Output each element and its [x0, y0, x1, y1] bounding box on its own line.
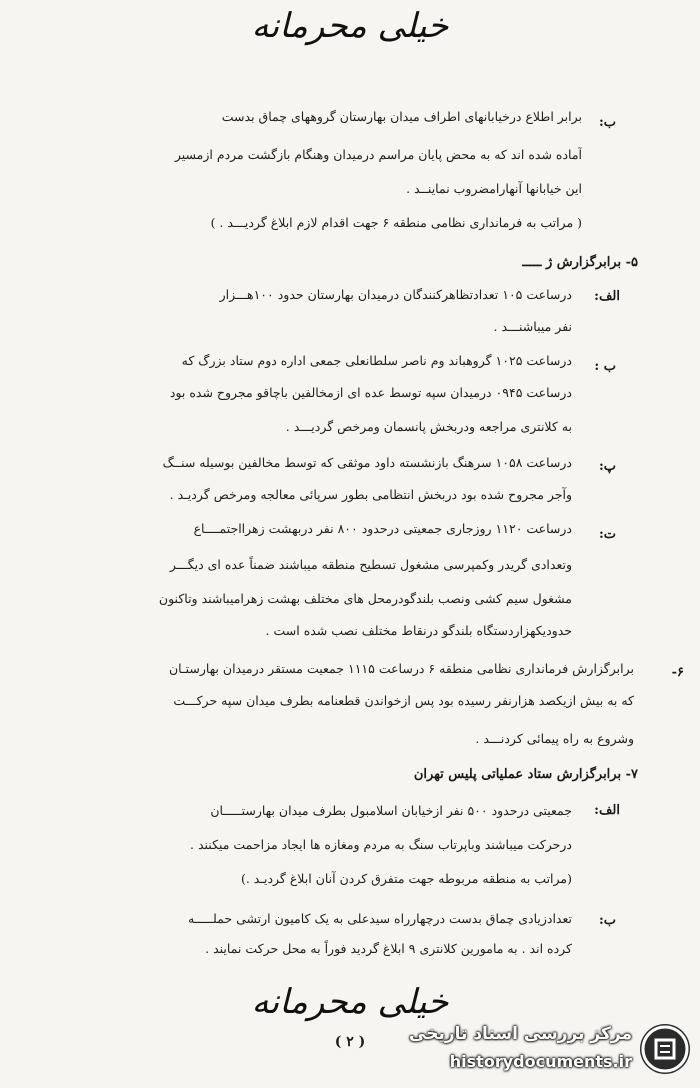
text-line: تعدادزیادی چماق بدست درچهارراه سیدعلی به یک کامیون ارتشی حملـــــه: [188, 911, 572, 926]
item-marker-p: پ:: [598, 459, 616, 474]
watermark-logo: [390, 1020, 690, 1080]
text-line: (مراتب به منطقه مربوطه جهت متفرق کردن آنان ابلاغ گردیـد .): [240, 871, 572, 886]
text-line: نفر میباشنـــد .: [493, 319, 572, 334]
item-marker-t: ت:: [598, 527, 616, 542]
text-line: درساعت ۰۹۴۵ درمیدان سپه توسط عده ای ازمخالفین باچاقو مجروح شده بود: [169, 385, 572, 400]
section-heading-7: ۷- برابرگزارش ستاد عملیاتی پلیس تهران: [413, 767, 638, 782]
text-line: درساعت ۱۰۲۵ گروهباند وم ناصر سلطانعلی جمعی اداره دوم ستاد بزرگ که: [181, 353, 572, 368]
text-line: آماده شده اند که به محض پایان مراسم درمیدان وهنگام بازگشت مردم ازمسیر: [174, 147, 582, 162]
text-line: درساعت ۱۰۵۸ سرهنگ بازنشسته داود موثقی که توسط مخالفین بوسیله سنــگ: [162, 455, 572, 470]
text-line: مشغول سیم کشی ونصب بلندگودرمحل های مختلف بهشت زهرامیباشند وتاکنون: [158, 591, 572, 606]
item-marker-b3: ب:: [598, 913, 616, 928]
text-line: حدودیکهزاردستگاه بلندگو درنقاط مختلف نصب شده است .: [265, 623, 572, 638]
item-marker-b2: ب :: [594, 359, 616, 374]
text-line: جمعیتی درحدود ۵۰۰ نفر ازخیابان اسلامبول بطرف میدان بهارستـــــان: [210, 803, 572, 818]
text-line: این خیابانها آنهارامضروب نماینــد .: [406, 181, 582, 196]
text-line: درحرکت میباشند وباپرتاب سنگ به مردم ومغازه ها ایجاد مزاحمت میکنند .: [190, 837, 572, 852]
text-line: کرده اند . به مامورین کلانتری ۹ ابلاغ گردید فوراً به محل حرکت نمایند .: [205, 941, 572, 956]
watermark-title: مرکز بررسی اسناد تاریخی: [409, 1024, 632, 1044]
text-line: که به بیش ازیکصد هزارنفر رسیده بود پس ازخواندن قطعنامه بطرف میدان سپه حرکـــت: [173, 693, 634, 708]
item-marker-alef1: الف:: [594, 289, 620, 304]
section-heading-5: ۵- برابرگزارش ژ ـــــ: [522, 255, 638, 270]
page-number: ( ۲ ): [334, 1034, 366, 1050]
section-heading-6: ۶-: [671, 665, 684, 680]
text-line: به کلانتری مراجعه ودربخش پانسمان ومرخص گردیـــد .: [285, 419, 572, 434]
item-marker-b1: ب:: [598, 115, 616, 130]
classification-stamp-bottom: خیلی محرمانه: [251, 982, 449, 1022]
text-line: وشروع به راه پیمائی کردنـــد .: [475, 731, 634, 746]
watermark-url: historydocuments.ir: [449, 1052, 632, 1071]
text-line: وآجر مجروح شده بود دربخش انتظامی بطور سرپائی معالجه ومرخص گردیـد .: [169, 487, 572, 502]
text-line: وتعدادی گریدر وکمپرسی مشغول تسطیح منطقه میباشند ضمناً عده ای دیگـــر: [169, 557, 572, 572]
archive-logo-icon: [640, 1024, 690, 1074]
text-line: درساعت ۱۰۵ تعدادتظاهرکنندگان درمیدان بهارستان حدود ۱۰۰هـــزار: [219, 287, 572, 302]
text-line: درساعت ۱۱۲۰ روزجاری جمعیتی درحدود ۸۰۰ نفر دربهشت زهرااجتمــــاع: [193, 521, 572, 536]
text-line: برابرگزارش فرمانداری نظامی منطقه ۶ درساعت ۱۱۱۵ جمعیت مستقر درمیدان بهارستـان: [168, 661, 634, 676]
text-line: ( مراتب به فرمانداری نظامی منطقه ۶ جهت اقدام لازم ابلاغ گردیـــد . ): [210, 215, 582, 230]
text-line: برابر اطلاع درخیابانهای اطراف میدان بهارستان گروههای چماق بدست: [221, 109, 582, 124]
item-marker-alef2: الف:: [594, 803, 620, 818]
classification-stamp-top: خیلی محرمانه: [251, 6, 449, 46]
